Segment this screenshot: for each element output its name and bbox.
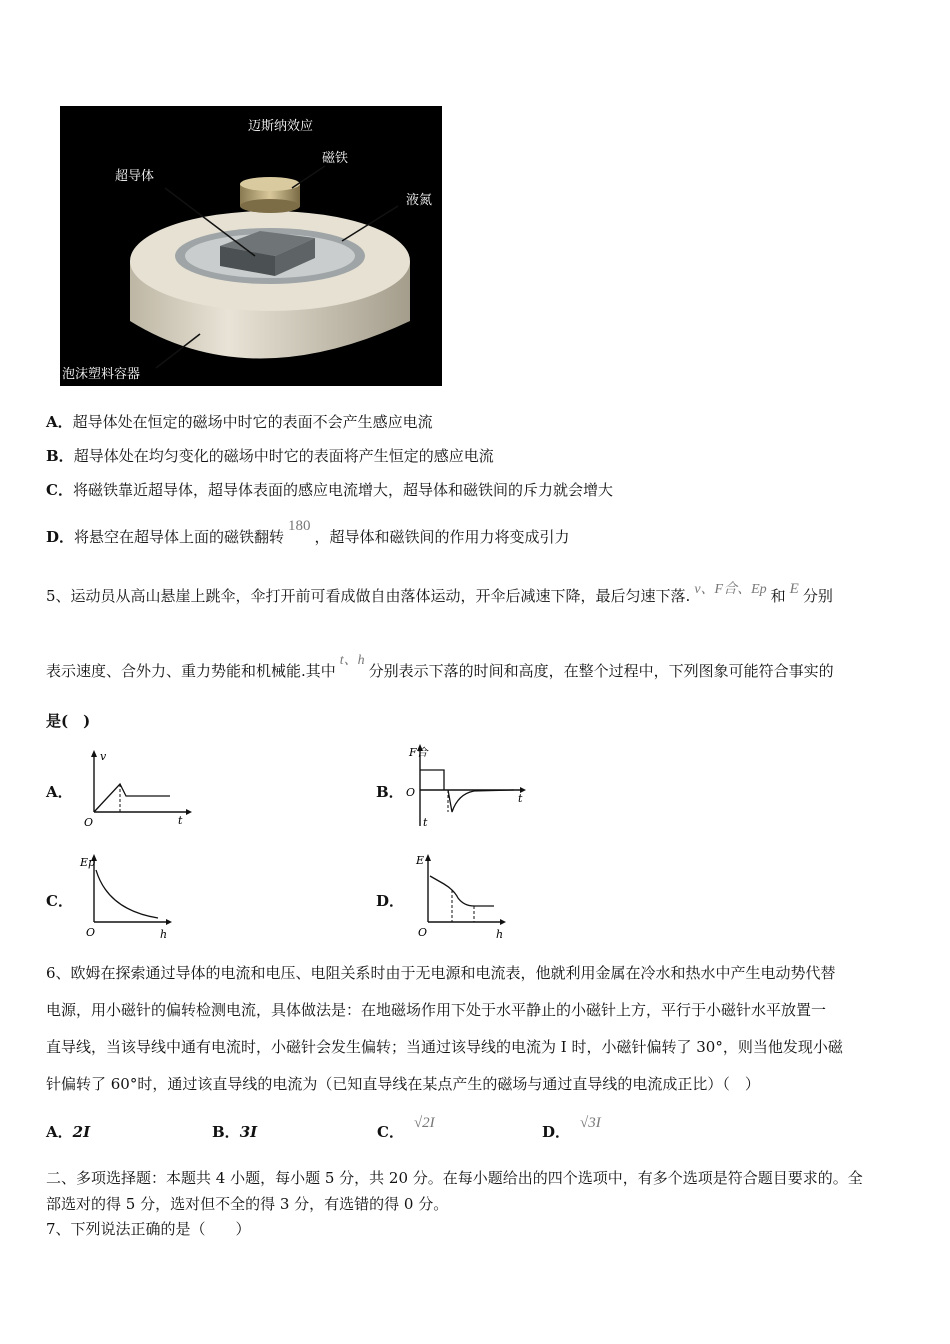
- q5-line1-math2: E: [789, 581, 799, 597]
- q4-option-a-text: 超导体处在恒定的磁场中时它的表面不会产生感应电流: [72, 413, 433, 431]
- graph-c-ylabel: Ep: [80, 856, 96, 869]
- q4-option-b-letter: B．: [46, 447, 74, 465]
- q6-option-d-value: √3I: [580, 1115, 601, 1131]
- label-superconductor: 超导体: [115, 169, 155, 184]
- q4-option-a: [46, 411, 433, 432]
- q6-option-b-value: 3I: [239, 1123, 258, 1141]
- q4-option-d-text-a: 将悬空在超导体上面的磁铁翻转: [74, 528, 285, 546]
- q6-option-a-letter: A．: [46, 1123, 73, 1141]
- section2-line-2: 部选对的得 5 分，选对但不全的得 3 分，有选错的得 0 分。: [46, 1195, 449, 1213]
- q6-line-3: 直导线，当该导线中通有电流时，小磁针会发生偏转；当通过该导线的电流为 I 时，小磁针偏转了 30°，则当他发现小磁: [46, 1038, 843, 1056]
- q4-option-c-letter: C．: [46, 481, 73, 499]
- q6-option-a-value: 2I: [72, 1123, 91, 1141]
- graph-d-ylabel: E: [416, 854, 425, 867]
- q4-option-c-text: 将磁铁靠近超导体，超导体表面的感应电流增大，超导体和磁铁间的斥力就会增大: [72, 481, 613, 499]
- q5-line1: [46, 581, 833, 606]
- graph-a-xlabel: t: [178, 814, 183, 827]
- q7-stem: 7、下列说法正确的是（ ）: [46, 1220, 251, 1238]
- graph-b-origin: O: [406, 786, 416, 799]
- label-magnet: 磁铁: [322, 151, 349, 166]
- q5-option-b: B．: [376, 783, 404, 801]
- q4-option-c: [46, 479, 613, 500]
- q6-line-1: 6、欧姆在探索通过导体的电流和电压、电阻关系时由于无电源和电流表，他就利用金属在冷水和热水中产生电动势代替: [46, 964, 836, 982]
- q6-option-c: [377, 1115, 435, 1142]
- q6-option-b: [212, 1121, 257, 1142]
- q5-line1-math: v、F合、Ep: [694, 582, 767, 597]
- q5-line2-a: 表示速度、合外力、重力势能和机械能.其中: [46, 662, 336, 680]
- q4-option-d-text-b: ，超导体和磁铁间的作用力将变成引力: [314, 528, 570, 546]
- q6-option-b-letter: B．: [212, 1123, 240, 1141]
- label-liquid-nitrogen: 液氮: [406, 193, 433, 208]
- q5-line3: 是( ): [46, 712, 91, 730]
- section2-line-1: 二、多项选择题：本题共 4 小题，每小题 5 分，共 20 分。在每小题给出的四个选项中，有多个选项是符合题目要求的。全: [46, 1169, 863, 1187]
- q4-option-a-letter: A．: [46, 413, 73, 431]
- q6-line-4: 针偏转了 60°时，通过该直导线的电流为（已知直导线在某点产生的磁场与通过直导线的电流成正比）（ ）: [46, 1075, 760, 1093]
- q5-option-c: C．: [46, 892, 73, 910]
- graph-c: [78, 850, 178, 940]
- q6-option-a: [46, 1121, 90, 1142]
- q5-line2-math: t、h: [339, 653, 365, 668]
- q5-line1-c: 分别: [802, 587, 833, 605]
- graph-b: [404, 742, 534, 832]
- q6-option-d-letter: D．: [542, 1123, 571, 1141]
- q5-line2: [46, 653, 834, 681]
- graph-d-origin: O: [418, 926, 428, 939]
- q6-line-2: 电源，用小磁针的偏转检测电流，具体做法是：在地磁场作用下处于水平静止的小磁针上方，平行于小磁针水平放置一: [46, 1001, 827, 1019]
- graph-d: [412, 850, 512, 940]
- q5-option-d: D．: [376, 892, 405, 910]
- graph-a: [78, 748, 198, 828]
- meissner-illustration: [60, 106, 442, 386]
- graph-b-extra: t: [423, 816, 428, 829]
- graph-a-origin: O: [84, 816, 94, 828]
- q4-option-d: [46, 518, 570, 547]
- q4-option-d-math: 180: [288, 518, 311, 534]
- graph-c-xlabel: h: [160, 928, 168, 940]
- q5-line1-b: 和: [770, 587, 786, 605]
- q4-option-b: [46, 445, 494, 466]
- q5-line2-b: 分别表示下落的时间和高度，在整个过程中，下列图象可能符合事实的: [368, 662, 834, 680]
- graph-b-ylabel: F合: [409, 746, 428, 759]
- graph-c-origin: O: [86, 926, 96, 939]
- label-container: 泡沫塑料容器: [62, 367, 141, 382]
- q4-option-b-text: 超导体处在均匀变化的磁场中时它的表面将产生恒定的感应电流: [73, 447, 494, 465]
- q6-option-c-value: √2I: [413, 1115, 435, 1131]
- q5-option-a: A．: [46, 783, 73, 801]
- figure-title: 迈斯纳效应: [248, 119, 314, 134]
- q6-option-d: [542, 1115, 601, 1142]
- q6-option-c-letter: C．: [377, 1123, 404, 1141]
- q5-line1-a: 5、运动员从高山悬崖上跳伞，伞打开前可看成做自由落体运动，开伞后减速下降，最后匀速下落.: [46, 587, 691, 605]
- graph-d-xlabel: h: [496, 928, 504, 940]
- q4-option-d-letter: D．: [46, 528, 75, 546]
- meissner-figure: [60, 106, 442, 386]
- graph-b-xlabel: t: [518, 792, 523, 805]
- graph-a-ylabel: v: [100, 750, 107, 763]
